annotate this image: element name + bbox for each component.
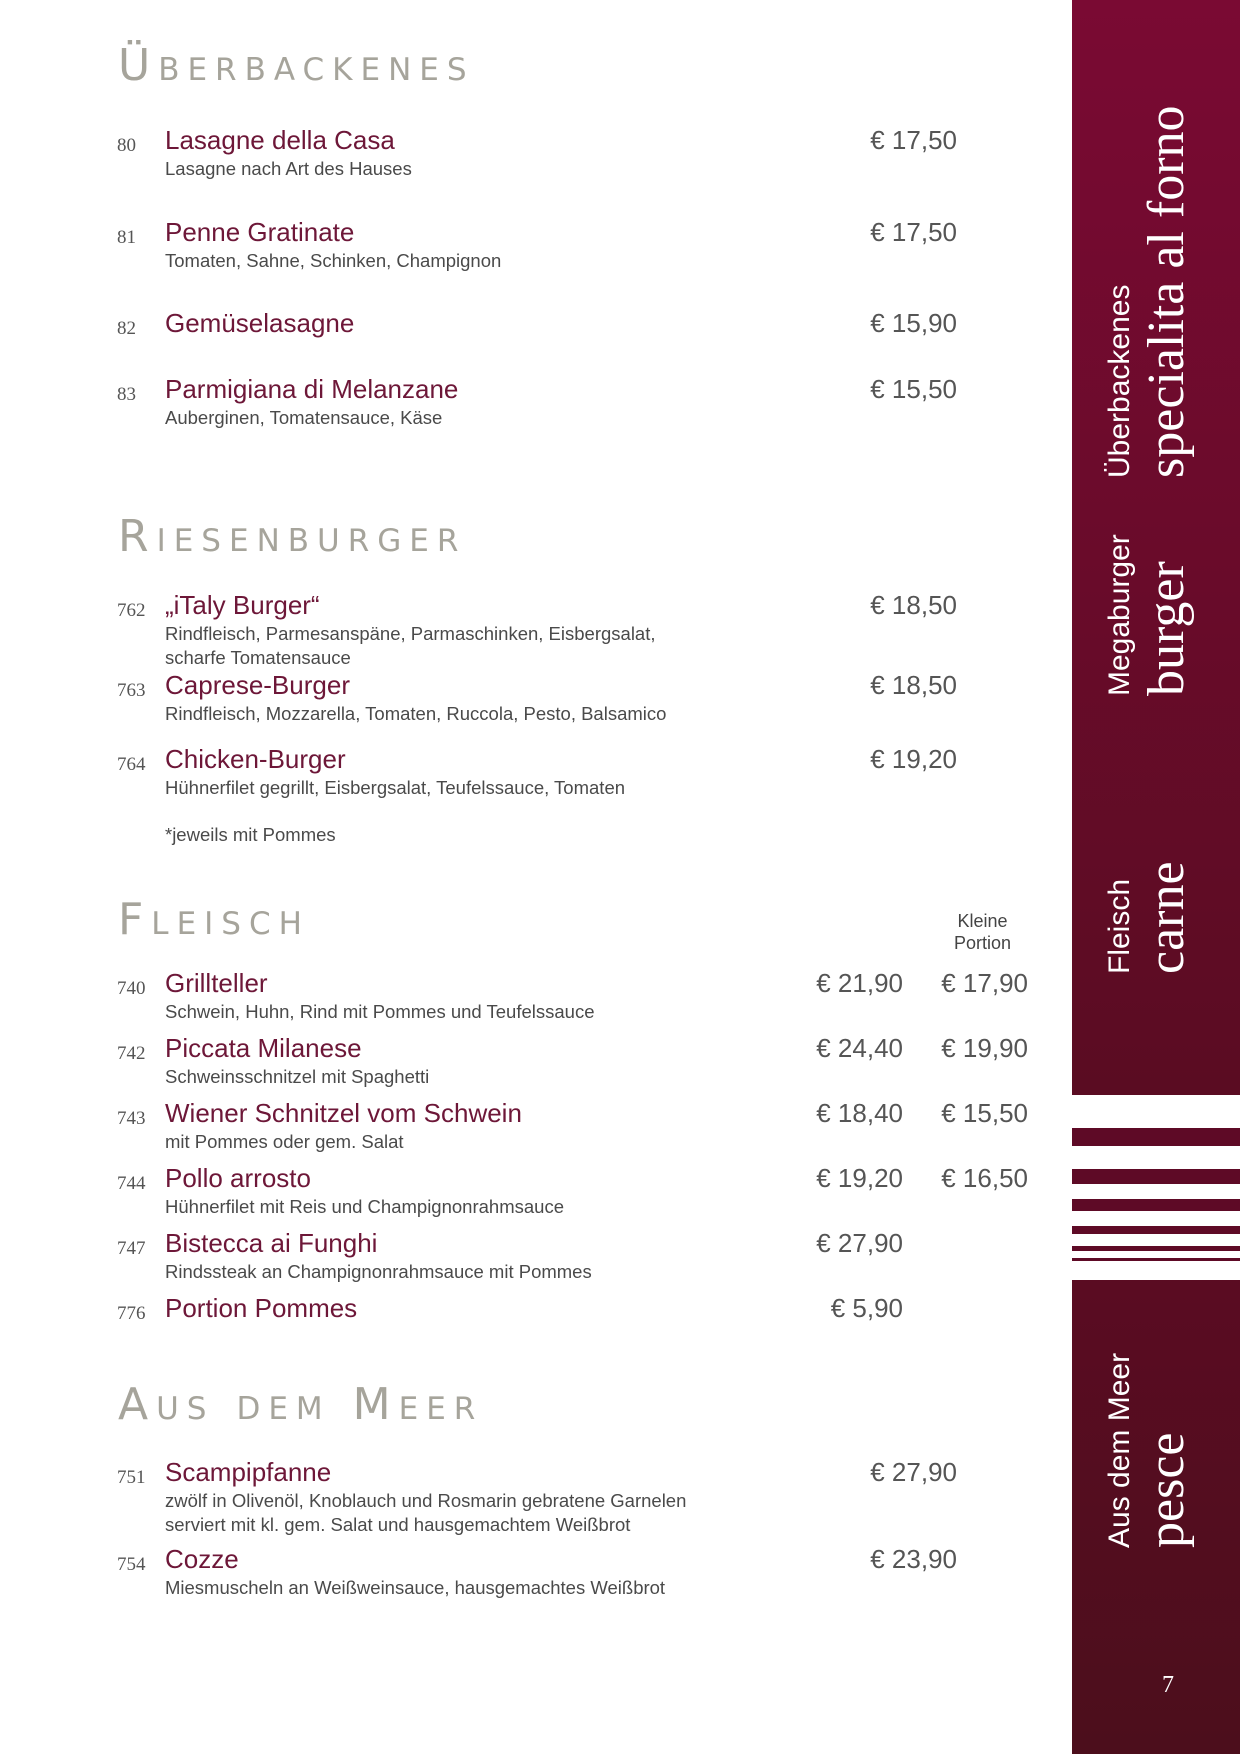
item-price: € 21,90	[816, 968, 903, 998]
sidebar-tab-fleisch[interactable]	[1102, 861, 1196, 974]
item-number: 81	[117, 227, 136, 248]
item-number: 80	[117, 135, 136, 156]
item-price: € 19,20	[816, 1163, 903, 1193]
item-name: „iTaly Burger“	[165, 590, 320, 620]
item-price-small-portion: € 16,50	[941, 1163, 1028, 1193]
section-title-ueberbackenes: Überbackenes	[118, 40, 475, 91]
item-number: 762	[117, 600, 146, 621]
item-description: Lasagne nach Art des Hauses	[165, 158, 412, 179]
description-line: Rindfleisch, Parmesanspäne, Parmaschinken, Eisbergsalat,	[165, 623, 656, 644]
item-description: Schwein, Huhn, Rind mit Pommes und Teufelssauce	[165, 1001, 595, 1022]
item-description: Schweinsschnitzel mit Spaghetti	[165, 1066, 430, 1087]
item-description: Tomaten, Sahne, Schinken, Champignon	[165, 250, 502, 271]
item-number: 744	[117, 1173, 146, 1194]
item-description: Rindfleisch, Mozzarella, Tomaten, Ruccola, Pesto, Balsamico	[165, 703, 667, 724]
item-name: Portion Pommes	[165, 1293, 358, 1323]
item-price: € 18,50	[870, 590, 957, 620]
sidebar-tab-subtitle: Aus dem Meer	[1103, 1352, 1136, 1548]
item-name: Cozze	[165, 1544, 239, 1574]
item-name: Pollo arrosto	[165, 1163, 311, 1193]
sidebar-stripe	[1072, 1246, 1240, 1251]
burger-note: *jeweils mit Pommes	[165, 824, 336, 845]
sidebar-tab-title: specialita al forno	[1138, 105, 1195, 478]
item-name: Caprese-Burger	[165, 670, 350, 700]
item-number: 743	[117, 1108, 146, 1129]
sidebar-tab-subtitle: Überbackenes	[1103, 284, 1136, 478]
item-price: € 24,40	[816, 1033, 903, 1063]
item-description	[165, 622, 656, 670]
item-number: 742	[117, 1043, 146, 1064]
item-number: 764	[117, 754, 146, 775]
item-description	[165, 1489, 686, 1537]
item-name: Penne Gratinate	[165, 217, 355, 247]
description-line: scharfe Tomatensauce	[165, 647, 351, 668]
section-title-meer: Aus dem Meer	[118, 1379, 484, 1430]
item-price-small-portion: € 15,50	[941, 1098, 1028, 1128]
sidebar-tab-subtitle: Fleisch	[1103, 878, 1136, 974]
sidebar-stripe	[1072, 1169, 1240, 1184]
sidebar-tab-ueberbackenes[interactable]	[1102, 105, 1196, 478]
item-price: € 27,90	[816, 1228, 903, 1258]
item-price: € 17,50	[870, 217, 957, 247]
item-price: € 23,90	[870, 1544, 957, 1574]
page-number: 7	[1162, 1672, 1174, 1698]
item-number: 751	[117, 1467, 146, 1488]
small-portion-header	[930, 910, 1035, 954]
sidebar-stripe	[1072, 1226, 1240, 1234]
item-price: € 15,90	[870, 308, 957, 338]
item-price: € 27,90	[870, 1457, 957, 1487]
item-number: 776	[117, 1303, 146, 1324]
item-price: € 15,50	[870, 374, 957, 404]
item-name: Grillteller	[165, 968, 268, 998]
description-line: serviert mit kl. gem. Salat und hausgemachtem Weißbrot	[165, 1514, 631, 1535]
item-name: Gemüselasagne	[165, 308, 355, 338]
item-name: Chicken-Burger	[165, 744, 346, 774]
sidebar-stripe	[1072, 1199, 1240, 1211]
item-name: Parmigiana di Melanzane	[165, 374, 459, 404]
sidebar-index	[1072, 0, 1240, 1754]
item-name: Bistecca ai Funghi	[165, 1228, 378, 1258]
item-description: Miesmuscheln an Weißweinsauce, hausgemachtes Weißbrot	[165, 1577, 666, 1598]
item-number: 740	[117, 978, 146, 999]
section-title-fleisch: Fleisch	[118, 894, 310, 945]
item-number: 763	[117, 680, 146, 701]
item-price: € 18,40	[816, 1098, 903, 1128]
section-title-riesenburger: Riesenburger	[118, 511, 467, 562]
small-portion-label: Portion	[953, 933, 1012, 953]
item-price-small-portion: € 19,90	[941, 1033, 1028, 1063]
item-description: Hühnerfilet gegrillt, Eisbergsalat, Teufelssauce, Tomaten	[165, 777, 626, 798]
sidebar-stripe	[1072, 1258, 1240, 1261]
sidebar-tab-meer[interactable]	[1102, 1353, 1196, 1548]
item-price: € 5,90	[830, 1293, 903, 1323]
item-number: 754	[117, 1554, 146, 1575]
item-description: Hühnerfilet mit Reis und Champignonrahmsauce	[165, 1196, 564, 1217]
item-number: 747	[117, 1238, 146, 1259]
item-name: Lasagne della Casa	[165, 125, 395, 155]
item-number: 82	[117, 318, 136, 339]
item-price-small-portion: € 17,90	[941, 968, 1028, 998]
sidebar-tab-title: pesce	[1138, 1432, 1195, 1548]
item-name: Wiener Schnitzel vom Schwein	[165, 1098, 522, 1128]
item-name: Piccata Milanese	[165, 1033, 362, 1063]
item-description: Rindssteak an Champignonrahmsauce mit Pommes	[165, 1261, 592, 1282]
item-description: mit Pommes oder gem. Salat	[165, 1131, 404, 1152]
item-name: Scampipfanne	[165, 1457, 332, 1487]
item-price: € 17,50	[870, 125, 957, 155]
item-price: € 18,50	[870, 670, 957, 700]
description-line: zwölf in Olivenöl, Knoblauch und Rosmarin gebratene Garnelen	[165, 1490, 687, 1511]
item-price: € 19,20	[870, 744, 957, 774]
small-portion-label: Kleine	[957, 911, 1008, 931]
sidebar-stripe	[1072, 1128, 1240, 1146]
sidebar-tab-title: carne	[1138, 861, 1195, 974]
item-number: 83	[117, 384, 136, 405]
sidebar-tab-burger[interactable]	[1102, 534, 1196, 696]
sidebar-tab-title: burger	[1138, 561, 1195, 696]
item-description: Auberginen, Tomatensauce, Käse	[165, 407, 443, 428]
sidebar-tab-subtitle: Megaburger	[1103, 534, 1136, 696]
